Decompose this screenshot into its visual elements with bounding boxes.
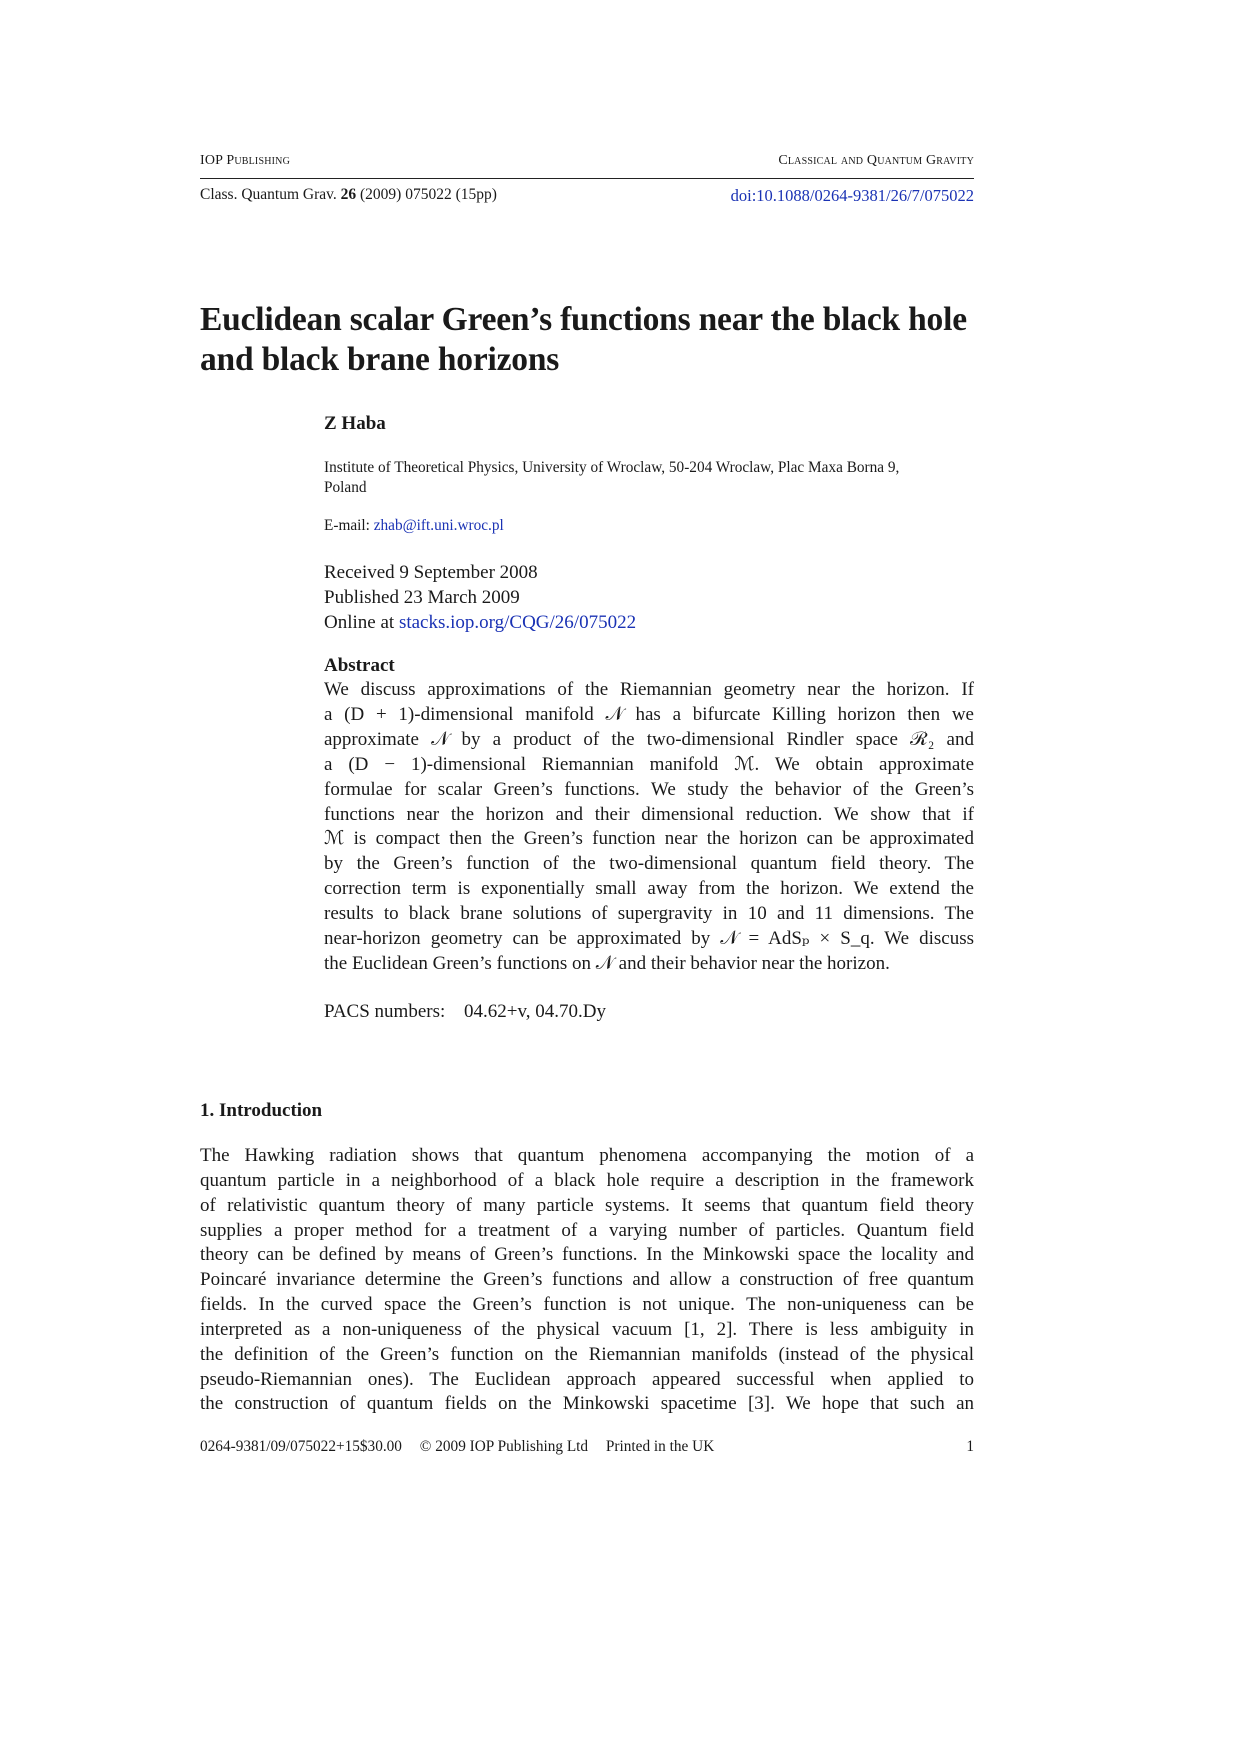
introduction-line: pseudo-Riemannian ones). The Euclidean approach appeared successful when applied to (200, 1368, 974, 1390)
abstract-line: functions near the horizon and their dimensional reduction. We show that if (324, 803, 974, 825)
abstract-heading: Abstract (324, 655, 395, 676)
online-label: Online at (324, 612, 395, 633)
header-rule (200, 178, 974, 179)
published-date: Published 23 March 2009 (324, 587, 520, 608)
introduction-line: of relativistic quantum theory of many particle systems. It seems that quantum field theory (200, 1194, 974, 1216)
email-link[interactable]: zhab@ift.uni.wroc.pl (373, 517, 504, 534)
author-email (324, 517, 974, 535)
paper-page (200, 0, 974, 1755)
abstract-line: a (D − 1)-dimensional Riemannian manifold ℳ. We obtain approximate (324, 753, 974, 775)
email-label: E-mail: (324, 517, 370, 534)
introduction-text (200, 1144, 974, 1417)
abstract-line: approximate 𝒩 by a product of the two-dimensional Rindler space ℛ₂ and (324, 728, 974, 750)
abstract-line: a (D + 1)-dimensional manifold 𝒩 has a bifurcate Killing horizon then we (324, 703, 974, 725)
author-affiliation (324, 458, 974, 498)
introduction-line: the definition of the Green’s function on the Riemannian manifolds (instead of the physical (200, 1343, 974, 1365)
introduction-line: theory can be defined by means of Green’s functions. In the Minkowski space the locality and (200, 1244, 974, 1266)
publication-dates (324, 560, 974, 635)
journal-volume: 26 (340, 186, 357, 203)
abstract-line: We discuss approximations of the Riemannian geometry near the horizon. If (324, 679, 974, 700)
page-number: 1 (966, 1438, 974, 1455)
online-link[interactable]: stacks.iop.org/CQG/26/075022 (398, 612, 637, 633)
footer-code: 0264-9381/09/075022+15$30.00 (200, 1438, 402, 1455)
footer-printed: Printed in the UK (605, 1438, 715, 1455)
journal-citation (200, 186, 497, 204)
running-head (200, 153, 974, 175)
introduction-line: Poincaré invariance determine the Green’s functions and allow a construction of free quantum (200, 1269, 974, 1291)
pacs-values: 04.62+v, 04.70.Dy (464, 1001, 606, 1022)
journal-name: Classical and Quantum Gravity (778, 153, 974, 168)
abstract-line: near-horizon geometry can be approximated by 𝒩 = AdSₚ × S_q. We discuss (324, 928, 974, 950)
title-line-1: Euclidean scalar Green’s functions near the black hole (200, 301, 967, 338)
footer-info (200, 1438, 728, 1456)
pacs-label: PACS numbers: (324, 1001, 446, 1022)
introduction-line: the construction of quantum fields on the Minkowski spacetime [3]. We hope that such an (200, 1393, 974, 1415)
section-heading-introduction: 1. Introduction (200, 1100, 323, 1121)
author-name: Z Haba (324, 413, 386, 434)
introduction-line: The Hawking radiation shows that quantum phenomena accompanying the motion of a (200, 1145, 974, 1166)
journal-abbrev: Class. Quantum Grav. (200, 186, 337, 203)
footer-copyright: © 2009 IOP Publishing Ltd (419, 1438, 589, 1455)
abstract-line: results to black brane solutions of supergravity in 10 and 11 dimensions. The (324, 903, 974, 925)
online-at (324, 610, 974, 635)
abstract-line: ℳ is compact then the Green’s function near the horizon can be approximated (324, 828, 974, 850)
publisher-name: IOP Publishing (200, 153, 291, 168)
citation-rest: (2009) 075022 (15pp) (360, 186, 497, 203)
introduction-line: supplies a proper method for a treatment of a varying number of particles. Quantum field (200, 1219, 974, 1241)
received-date: Received 9 September 2008 (324, 562, 538, 583)
paper-title (200, 300, 974, 380)
abstract-text (324, 678, 974, 977)
abstract-line: by the Green’s function of the two-dimensional quantum field theory. The (324, 853, 974, 875)
doi-link[interactable]: doi:10.1088/0264-9381/26/7/075022 (730, 186, 974, 205)
title-line-2: and black brane horizons (200, 341, 560, 378)
abstract-line: the Euclidean Green’s functions on 𝒩 and their behavior near the horizon. (324, 952, 890, 974)
introduction-line: interpreted as a non-uniqueness of the physical vacuum [1, 2]. There is less ambiguity in (200, 1318, 974, 1340)
pacs-numbers (324, 1001, 974, 1023)
abstract-line: correction term is exponentially small away from the horizon. We extend the (324, 878, 974, 900)
affiliation-line-1: Institute of Theoretical Physics, University of Wroclaw, 50-204 Wroclaw, Plac Maxa Borna 9, (324, 459, 900, 476)
affiliation-line-2: Poland (324, 479, 367, 496)
introduction-line: fields. In the curved space the Green’s function is not unique. The non-uniqueness can be (200, 1294, 974, 1316)
introduction-line: quantum particle in a neighborhood of a black hole require a description in the framework (200, 1169, 974, 1191)
abstract-line: formulae for scalar Green’s functions. We study the behavior of the Green’s (324, 778, 974, 800)
